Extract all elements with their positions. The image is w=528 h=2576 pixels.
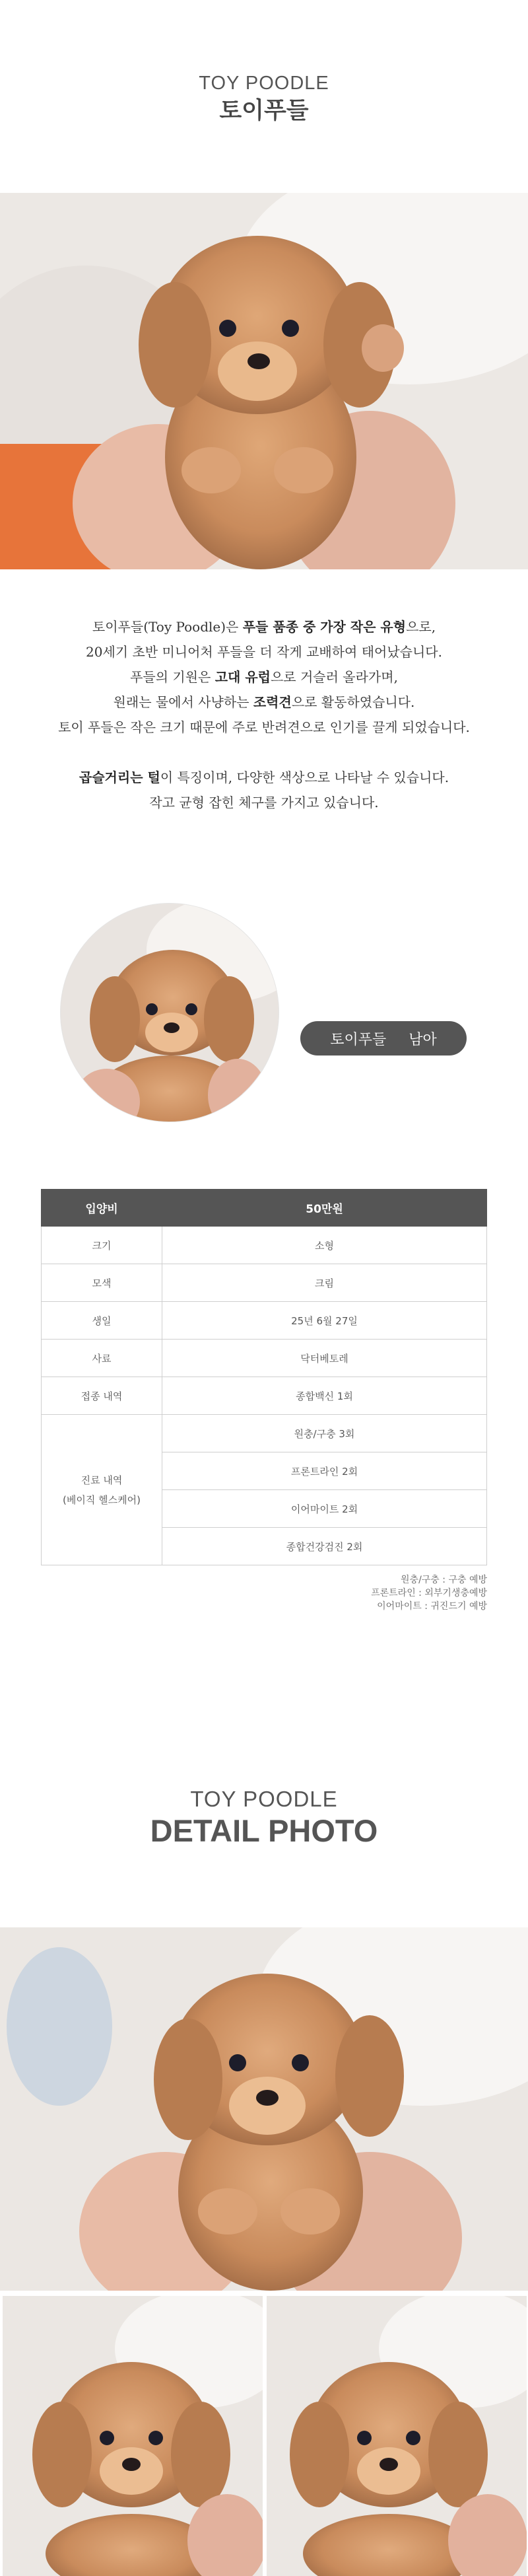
- detail-photo-large: [0, 1927, 528, 2291]
- adoption-fee-value: 50만원: [162, 1190, 487, 1227]
- intro-line: [0, 690, 528, 715]
- intro-text: [0, 614, 528, 815]
- intro-emphasis: 푸들 품종 중 가장 작은 유형: [242, 619, 407, 635]
- note-line: 이어마이트 : 귀진드기 예방: [377, 1601, 487, 1612]
- breed-gender-pill: [300, 1021, 467, 1055]
- table-header-row: [42, 1190, 487, 1227]
- detail-title-block: [0, 1786, 528, 1849]
- row-label: 모색: [42, 1264, 162, 1302]
- breed-label: 토이푸들: [330, 1031, 387, 1048]
- intro-text-segment: 원래는 물에서 사냥하는: [113, 694, 253, 710]
- intro-emphasis: 조력견: [253, 694, 292, 710]
- intro-text-segment: 푸들의 기원은: [130, 669, 215, 685]
- table-row: [42, 1264, 487, 1302]
- intro-line: [0, 614, 528, 639]
- adoption-fee-label: 입양비: [42, 1190, 162, 1227]
- intro-text-segment: 이 특징이며, 다양한 색상으로 나타날 수 있습니다.: [160, 769, 449, 785]
- intro-text-segment: 으로,: [406, 619, 436, 635]
- hero-title-block: [0, 71, 528, 125]
- intro-text-segment: 20세기 초반 미니어처 푸들을 더 작게 교배하여 태어났습니다.: [86, 644, 442, 660]
- hero-title-en: TOY POODLE: [199, 73, 329, 94]
- intro-text-segment: 토이푸들(Toy Poodle)은: [92, 619, 243, 635]
- adoption-info-table: [41, 1189, 487, 1565]
- intro-line: [0, 790, 528, 815]
- treatment-label-cell: [42, 1415, 162, 1565]
- row-value: 25년 6월 27일: [162, 1302, 487, 1340]
- gender-label: 남아: [409, 1031, 437, 1048]
- note-line: 원충/구충 : 구충 예방: [401, 1575, 487, 1585]
- intro-line: [0, 765, 528, 790]
- intro-text-segment: 으로 거슬러 올라가며,: [270, 669, 398, 685]
- intro-text-segment: 작고 균형 잡힌 체구를 가지고 있습니다.: [149, 795, 379, 810]
- intro-line: [0, 664, 528, 690]
- paragraph-gap: [0, 740, 528, 765]
- detail-title-main: DETAIL PHOTO: [150, 1813, 378, 1848]
- profile-photo-circle: [61, 904, 279, 1122]
- row-value: 소형: [162, 1227, 487, 1264]
- intro-paragraph-2: [0, 765, 528, 815]
- row-label: 크기: [42, 1227, 162, 1264]
- treatment-sublabel: (베이직 헬스케어): [63, 1493, 141, 1506]
- row-value: 크림: [162, 1264, 487, 1302]
- treatment-value: 이어마이트 2회: [162, 1490, 487, 1528]
- intro-emphasis: 고대 유럽: [214, 669, 271, 685]
- row-label: 접종 내역: [42, 1377, 162, 1415]
- treatment-value: 프론트라인 2회: [162, 1452, 487, 1490]
- intro-line: [0, 715, 528, 740]
- detail-photo-small-right: [267, 2296, 527, 2576]
- table-row: [42, 1377, 487, 1415]
- row-value: 종합백신 1회: [162, 1377, 487, 1415]
- intro-line: [0, 639, 528, 664]
- intro-text-segment: 으로 활동하였습니다.: [291, 694, 415, 710]
- note-line: 프론트라인 : 외부기생충예방: [371, 1588, 487, 1598]
- table-row: [42, 1227, 487, 1264]
- table-row: [42, 1415, 487, 1452]
- main-puppy-photo: [0, 193, 528, 569]
- table-row: [42, 1340, 487, 1377]
- intro-text-segment: 토이 푸들은 작은 크기 때문에 주로 반려견으로 인기를 끌게 되었습니다.: [58, 719, 470, 735]
- detail-photo-small-left: [3, 2296, 263, 2576]
- table-row: [42, 1302, 487, 1340]
- row-label: 생일: [42, 1302, 162, 1340]
- row-label: 사료: [42, 1340, 162, 1377]
- treatment-label: 진료 내역: [81, 1474, 123, 1486]
- treatment-value: 종합건강검진 2회: [162, 1528, 487, 1565]
- hero-title-ko: 토이푸들: [219, 98, 309, 124]
- treatment-value: 원충/구충 3회: [162, 1415, 487, 1452]
- treatment-notes: [371, 1573, 487, 1613]
- intro-paragraph-1: [0, 614, 528, 740]
- row-value: 닥터베토레: [162, 1340, 487, 1377]
- detail-title-en: TOY POODLE: [190, 1787, 338, 1811]
- intro-emphasis: 곱슬거리는 털: [79, 769, 160, 785]
